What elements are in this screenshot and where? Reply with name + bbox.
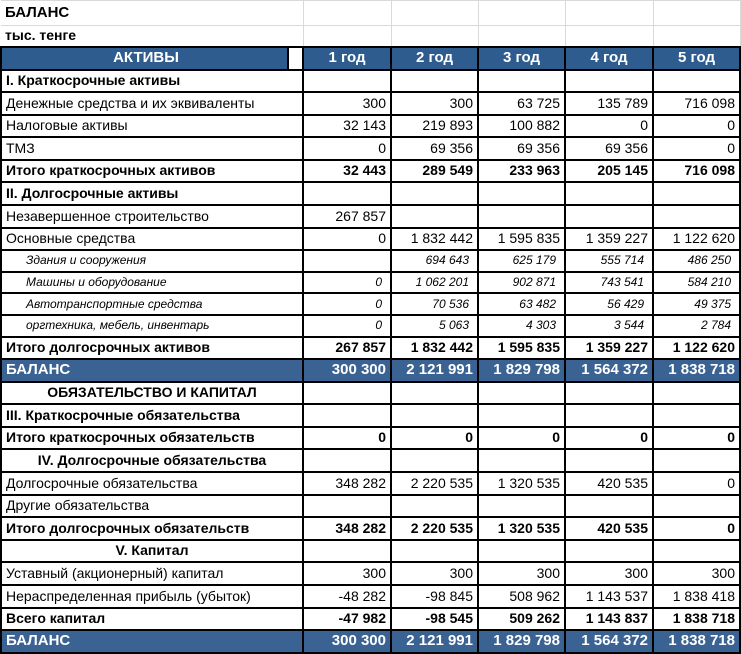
- value-cell: [303, 382, 391, 405]
- value-cell: 49 375: [653, 293, 740, 315]
- year-header-cell: 4 год: [565, 47, 653, 70]
- table-row: [1, 137, 740, 160]
- value-cell: 63 725: [478, 92, 565, 115]
- value-cell: 0: [653, 115, 740, 138]
- row-label-cell: Денежные средства и их эквиваленты: [1, 92, 303, 115]
- value-cell: [565, 70, 653, 93]
- value-cell: 300: [391, 562, 478, 585]
- value-cell: -47 982: [303, 608, 391, 631]
- value-cell: [478, 495, 565, 518]
- title-row-empty-cell: [303, 1, 391, 26]
- value-cell: 1 838 718: [653, 608, 740, 631]
- value-cell: 584 210: [653, 272, 740, 294]
- row-label-cell: Итого краткосрочных обязательств: [1, 427, 303, 450]
- value-cell: [653, 540, 740, 563]
- value-cell: [303, 182, 391, 205]
- value-cell: [565, 404, 653, 427]
- value-cell: [478, 70, 565, 93]
- row-label-cell: V. Капитал: [1, 540, 303, 563]
- table-row: [1, 382, 740, 405]
- value-cell: [391, 205, 478, 228]
- value-cell: 1 320 535: [478, 517, 565, 540]
- title-row: [1, 1, 740, 26]
- value-cell: [391, 495, 478, 518]
- balance-table-body: [1, 70, 740, 654]
- value-cell: 2 220 535: [391, 472, 478, 495]
- value-cell: 0: [303, 315, 391, 337]
- row-label-cell: ТМЗ: [1, 137, 303, 160]
- row-label-cell: Всего капитал: [1, 608, 303, 631]
- value-cell: [391, 182, 478, 205]
- value-cell: 0: [303, 137, 391, 160]
- row-label-cell: IV. Долгосрочные обязательства: [1, 449, 303, 472]
- units-row-empty-cell: [478, 26, 565, 47]
- table-row: [1, 337, 740, 360]
- row-label-cell: Нераспределенная прибыль (убыток): [1, 585, 303, 608]
- value-cell: [565, 205, 653, 228]
- table-row: [1, 250, 740, 272]
- row-label-cell: Уставный (акционерный) капитал: [1, 562, 303, 585]
- value-cell: 0: [303, 228, 391, 251]
- value-cell: 902 871: [478, 272, 565, 294]
- value-cell: 348 282: [303, 517, 391, 540]
- table-row: [1, 70, 740, 93]
- row-label-cell: оргтехника, мебель, инвентарь: [1, 315, 303, 337]
- table-row: [1, 495, 740, 518]
- value-cell: 0: [565, 115, 653, 138]
- table-row: [1, 160, 740, 183]
- value-cell: 0: [391, 427, 478, 450]
- value-cell: 2 121 991: [391, 359, 478, 382]
- value-cell: 1 829 798: [478, 359, 565, 382]
- title-row-empty-cell: [478, 1, 565, 26]
- row-label-cell: Итого долгосрочных активов: [1, 337, 303, 360]
- value-cell: [478, 382, 565, 405]
- value-cell: 267 857: [303, 337, 391, 360]
- table-row: [1, 585, 740, 608]
- table-row: [1, 92, 740, 115]
- value-cell: 2 220 535: [391, 517, 478, 540]
- value-cell: 508 962: [478, 585, 565, 608]
- value-cell: 1 564 372: [565, 630, 653, 653]
- value-cell: 69 356: [478, 137, 565, 160]
- year-header-cell: 2 год: [391, 47, 478, 70]
- value-cell: 267 857: [303, 205, 391, 228]
- value-cell: 100 882: [478, 115, 565, 138]
- row-label-cell: Основные средства: [1, 228, 303, 251]
- title-row-empty-cell: [391, 1, 478, 26]
- table-row: [1, 272, 740, 294]
- value-cell: -98 845: [391, 585, 478, 608]
- value-cell: 1 838 718: [653, 630, 740, 653]
- table-row: [1, 359, 740, 382]
- row-label-cell: Машины и оборудование: [1, 272, 303, 294]
- value-cell: [303, 540, 391, 563]
- value-cell: 2 121 991: [391, 630, 478, 653]
- value-cell: 1 122 620: [653, 228, 740, 251]
- value-cell: 300: [303, 562, 391, 585]
- value-cell: [391, 70, 478, 93]
- value-cell: 716 098: [653, 92, 740, 115]
- value-cell: 1 832 442: [391, 337, 478, 360]
- value-cell: 1 564 372: [565, 359, 653, 382]
- value-cell: 509 262: [478, 608, 565, 631]
- value-cell: 5 063: [391, 315, 478, 337]
- value-cell: [478, 540, 565, 563]
- value-cell: 348 282: [303, 472, 391, 495]
- row-label-cell: Налоговые активы: [1, 115, 303, 138]
- table-row: [1, 427, 740, 450]
- value-cell: -48 282: [303, 585, 391, 608]
- units-row: [1, 26, 740, 47]
- value-cell: 56 429: [565, 293, 653, 315]
- value-cell: 1 829 798: [478, 630, 565, 653]
- value-cell: [653, 495, 740, 518]
- value-cell: [303, 250, 391, 272]
- units-row-empty-cell: [391, 26, 478, 47]
- value-cell: 0: [653, 137, 740, 160]
- value-cell: 69 356: [391, 137, 478, 160]
- value-cell: 420 535: [565, 517, 653, 540]
- table-row: [1, 293, 740, 315]
- table-row: [1, 115, 740, 138]
- value-cell: 1 832 442: [391, 228, 478, 251]
- table-row: [1, 540, 740, 563]
- value-cell: [653, 404, 740, 427]
- value-cell: 289 549: [391, 160, 478, 183]
- value-cell: 0: [653, 472, 740, 495]
- value-cell: 0: [303, 272, 391, 294]
- value-cell: 233 963: [478, 160, 565, 183]
- row-label-cell: Незавершенное строительство: [1, 205, 303, 228]
- value-cell: [391, 540, 478, 563]
- table-row: [1, 517, 740, 540]
- value-cell: 625 179: [478, 250, 565, 272]
- units-row-empty-cell: [653, 26, 740, 47]
- table-row: [1, 608, 740, 631]
- value-cell: 0: [653, 517, 740, 540]
- title-row-empty-cell: [653, 1, 740, 26]
- table-row: [1, 562, 740, 585]
- value-cell: 300 300: [303, 359, 391, 382]
- value-cell: 1 595 835: [478, 337, 565, 360]
- value-cell: 2 784: [653, 315, 740, 337]
- units-row-empty-cell: [565, 26, 653, 47]
- value-cell: 300: [565, 562, 653, 585]
- value-cell: 219 893: [391, 115, 478, 138]
- page-title: БАЛАНС: [1, 1, 303, 26]
- value-cell: 0: [565, 427, 653, 450]
- value-cell: 300: [478, 562, 565, 585]
- value-cell: [565, 182, 653, 205]
- units-label: тыс. тенге: [1, 26, 303, 47]
- row-label-cell: БАЛАНС: [1, 630, 303, 653]
- table-row: [1, 182, 740, 205]
- value-cell: 300: [391, 92, 478, 115]
- value-cell: [653, 205, 740, 228]
- value-cell: [565, 382, 653, 405]
- table-row: [1, 228, 740, 251]
- value-cell: -98 545: [391, 608, 478, 631]
- value-cell: [653, 382, 740, 405]
- value-cell: 205 145: [565, 160, 653, 183]
- value-cell: [478, 449, 565, 472]
- value-cell: 0: [303, 293, 391, 315]
- year-header-cell: 1 год: [303, 47, 391, 70]
- row-label-cell: Итого краткосрочных активов: [1, 160, 303, 183]
- value-cell: 1 062 201: [391, 272, 478, 294]
- row-label-cell: Долгосрочные обязательства: [1, 472, 303, 495]
- value-cell: [565, 540, 653, 563]
- value-cell: 1 320 535: [478, 472, 565, 495]
- value-cell: [391, 449, 478, 472]
- value-cell: [391, 382, 478, 405]
- value-cell: 1 838 418: [653, 585, 740, 608]
- table-row: [1, 472, 740, 495]
- value-cell: [653, 449, 740, 472]
- table-row: [1, 404, 740, 427]
- year-header-cell: 5 год: [653, 47, 740, 70]
- table-row: [1, 315, 740, 337]
- row-label-cell: БАЛАНС: [1, 359, 303, 382]
- value-cell: 1 838 718: [653, 359, 740, 382]
- value-cell: 1 143 537: [565, 585, 653, 608]
- value-cell: 300 300: [303, 630, 391, 653]
- value-cell: [478, 205, 565, 228]
- row-label-cell: Автотранспортные средства: [1, 293, 303, 315]
- value-cell: [565, 495, 653, 518]
- value-cell: 300: [303, 92, 391, 115]
- value-cell: 63 482: [478, 293, 565, 315]
- value-cell: 0: [303, 427, 391, 450]
- value-cell: 1 122 620: [653, 337, 740, 360]
- value-cell: 1 143 837: [565, 608, 653, 631]
- value-cell: 0: [478, 427, 565, 450]
- value-cell: [303, 495, 391, 518]
- table-row: [1, 205, 740, 228]
- row-label-cell: I. Краткосрочные активы: [1, 70, 303, 93]
- year-header-cell: 3 год: [478, 47, 565, 70]
- value-cell: 743 541: [565, 272, 653, 294]
- value-cell: [478, 404, 565, 427]
- row-label-cell: ОБЯЗАТЕЛЬСТВО И КАПИТАЛ: [1, 382, 303, 405]
- value-cell: 486 250: [653, 250, 740, 272]
- row-label-cell: Итого долгосрочных обязательств: [1, 517, 303, 540]
- value-cell: 3 544: [565, 315, 653, 337]
- value-cell: 135 789: [565, 92, 653, 115]
- row-label-cell: Здания и сооружения: [1, 250, 303, 272]
- value-cell: [303, 449, 391, 472]
- value-cell: 32 443: [303, 160, 391, 183]
- title-row-empty-cell: [565, 1, 653, 26]
- table-row: [1, 449, 740, 472]
- row-label-cell: Другие обязательства: [1, 495, 303, 518]
- value-cell: 555 714: [565, 250, 653, 272]
- value-cell: 300: [653, 562, 740, 585]
- value-cell: [303, 404, 391, 427]
- value-cell: 1 359 227: [565, 337, 653, 360]
- value-cell: 32 143: [303, 115, 391, 138]
- value-cell: 420 535: [565, 472, 653, 495]
- value-cell: 1 595 835: [478, 228, 565, 251]
- assets-header-cell: АКТИВЫ: [1, 47, 303, 70]
- value-cell: [391, 404, 478, 427]
- row-label-cell: II. Долгосрочные активы: [1, 182, 303, 205]
- table-row: [1, 630, 740, 653]
- row-label-cell: III. Краткосрочные обязательства: [1, 404, 303, 427]
- value-cell: 69 356: [565, 137, 653, 160]
- value-cell: 0: [653, 427, 740, 450]
- value-cell: 4 303: [478, 315, 565, 337]
- value-cell: [653, 182, 740, 205]
- value-cell: 1 359 227: [565, 228, 653, 251]
- value-cell: [565, 449, 653, 472]
- value-cell: [303, 70, 391, 93]
- units-row-empty-cell: [303, 26, 391, 47]
- value-cell: 716 098: [653, 160, 740, 183]
- table-header-row: [1, 47, 740, 70]
- value-cell: [653, 70, 740, 93]
- value-cell: 694 643: [391, 250, 478, 272]
- value-cell: 70 536: [391, 293, 478, 315]
- value-cell: [478, 182, 565, 205]
